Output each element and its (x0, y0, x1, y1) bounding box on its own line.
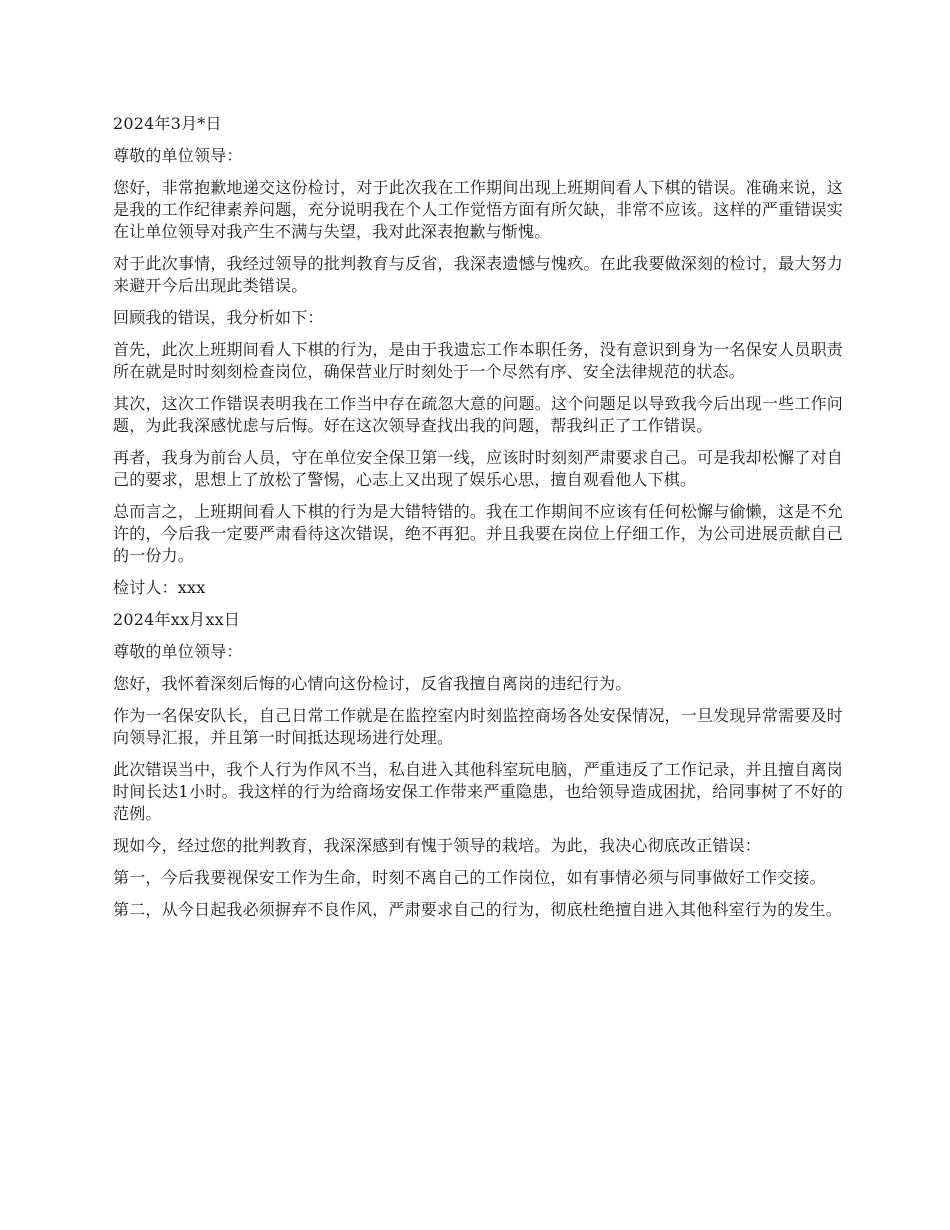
body-paragraph: 回顾我的错误，我分析如下： (113, 308, 324, 327)
body-paragraph: 第一，今后我要视保安工作为生命，时刻不离自己的工作岗位，如有事情必须与同事做好工作交接。 (113, 868, 826, 887)
body-paragraph: 作为一名保安队长，自己日常工作就是在监控室内时刻监控商场各处安保情况，一旦发现异常需要及时向领导汇报，并且第一时间抵达现场进行处理。 (113, 706, 843, 747)
signature-line: 检讨人：xxx (113, 578, 206, 597)
body-paragraph: 现如今，经过您的批判教育，我深深感到有愧于领导的栽培。为此，我决心彻底改正错误： (113, 836, 762, 855)
body-paragraph: 对于此次事情，我经过领导的批判教育与反省，我深表遗憾与愧疚。在此我要做深刻的检讨，最大努力来避开今后出现此类错误。 (113, 254, 843, 295)
body-paragraph: 再者，我身为前台人员，守在单位安全保卫第一线，应该时时刻刻严肃要求自己。可是我却松懈了对自己的要求，思想上了放松了警惕，心志上又出现了娱乐心思，擅自观看他人下棋。 (113, 448, 843, 489)
body-paragraph: 您好，非常抱歉地递交这份检讨，对于此次我在工作期间出现上班期间看人下棋的错误。准确来说，这是我的工作纪律素养问题，充分说明我在个人工作觉悟方面有所欠缺，非常不应该。这样的严重错误实在让单位领导对我产生不满与失望，我对此深表抱歉与惭愧。 (113, 178, 843, 241)
body-paragraph: 总而言之，上班期间看人下棋的行为是大错特错的。我在工作期间不应该有任何松懈与偷懒，这是不允许的，今后我一定要严肃看待这次错误，绝不再犯。并且我要在岗位上仔细工作，为公司进展贡献自己的一份力。 (113, 502, 843, 565)
salutation: 尊敬的单位领导： (113, 642, 243, 661)
body-paragraph: 第二，从今日起我必须摒弃不良作风，严肃要求自己的行为，彻底杜绝擅自进入其他科室行为的发生。 (113, 900, 843, 919)
date-line: 2024年xx月xx日 (113, 610, 241, 629)
body-paragraph: 其次，这次工作错误表明我在工作当中存在疏忽大意的问题。这个问题足以导致我今后出现一些工作问题，为此我深感忧虑与后悔。好在这次领导查找出我的问题，帮我纠正了工作错误。 (113, 394, 843, 435)
body-paragraph: 您好，我怀着深刻后悔的心情向这份检讨，反省我擅自离岗的违纪行为。 (113, 674, 632, 693)
body-paragraph: 首先，此次上班期间看人下棋的行为，是由于我遗忘工作本职任务，没有意识到身为一名保安人员职责所在就是时时刻刻检查岗位，确保营业厅时刻处于一个尽然有序、安全法律规范的状态。 (113, 340, 843, 381)
date-line: 2024年3月*日 (113, 114, 222, 133)
salutation: 尊敬的单位领导： (113, 146, 243, 165)
body-paragraph: 此次错误当中，我个人行为作风不当，私自进入其他科室玩电脑，严重违反了工作记录，并且擅自离岗时间长达1小时。我这样的行为给商场安保工作带来严重隐患，也给领导造成困扰，给同事树了不好的范例。 (113, 760, 843, 823)
document-page (113, 113, 843, 931)
